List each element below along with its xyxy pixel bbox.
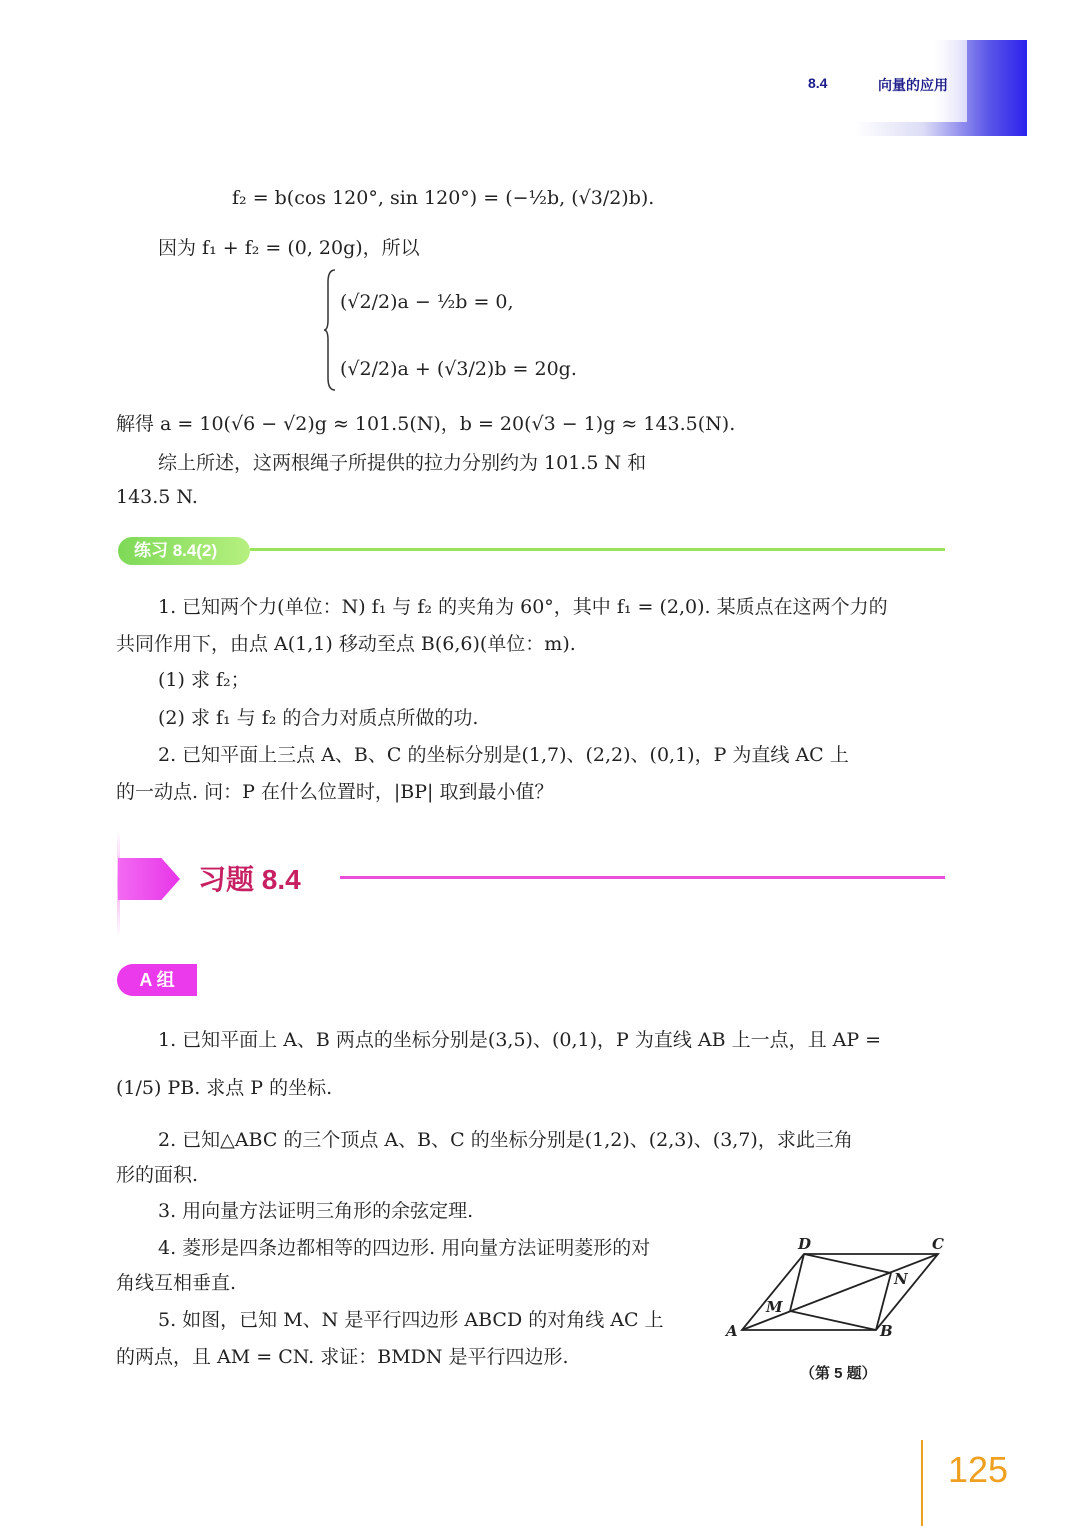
label-m: M <box>766 1298 783 1316</box>
equation-2: (√2/2)a + (√3/2)b = 20g. <box>340 358 577 380</box>
problems-arrow-icon <box>118 858 180 900</box>
problem-5-line-1: 5. 如图，已知 M、N 是平行四边形 ABCD 的对角线 AC 上 <box>158 1309 664 1331</box>
problem-4-line-2: 角线互相垂直. <box>116 1272 237 1294</box>
problem-1-line-2: (1/5) PB. 求点 P 的坐标. <box>116 1077 333 1099</box>
exercise-rule <box>250 548 945 551</box>
exercise-q2-line-2: 的一动点. 问：P 在什么位置时，|BP| 取到最小值？ <box>116 781 554 803</box>
exercise-q2-line-1: 2. 已知平面上三点 A、B、C 的坐标分别是(1,7)、(2,2)、(0,1)，P 为直线 AC 上 <box>158 744 849 766</box>
segment-dn <box>804 1254 891 1273</box>
exercise-q1-sub-1: (1) 求 f₂； <box>158 669 250 691</box>
system-brace <box>324 268 336 392</box>
label-a: A <box>726 1322 738 1340</box>
figure-caption: （第 5 题） <box>800 1365 877 1382</box>
exercise-q1-sub-2: (2) 求 f₁ 与 f₂ 的合力对质点所做的功. <box>158 707 479 729</box>
problem-2-line-1: 2. 已知△ABC 的三个顶点 A、B、C 的坐标分别是(1,2)、(2,3)、(3,7)，求此三角 <box>158 1129 853 1151</box>
label-b: B <box>880 1322 893 1340</box>
exercise-label: 练习 8.4(2) <box>118 537 250 565</box>
problem-4-line-1: 4. 菱形是四条边都相等的四边形. 用向量方法证明菱形的对 <box>158 1237 651 1259</box>
parallelogram-figure <box>720 1230 960 1350</box>
problem-3: 3. 用向量方法证明三角形的余弦定理. <box>158 1200 474 1222</box>
exercise-q1-line-2: 共同作用下，由点 A(1,1) 移动至点 B(6,6)(单位：m). <box>116 633 576 655</box>
f2-expression: f₂ = b(cos 120°, sin 120°) = (−½b, (√3/2)b). <box>232 187 655 209</box>
header-section-title: 向量的应用 <box>878 77 948 93</box>
solve-line: 解得 a = 10(√6 − √2)g ≈ 101.5(N)，b = 20(√3 − 1)g ≈ 143.5(N). <box>116 413 736 435</box>
header-section-number: 8.4 <box>808 75 828 91</box>
page-number-rule <box>921 1440 923 1526</box>
problems-title: 习题 8.4 <box>198 864 301 895</box>
segment-mb <box>790 1311 876 1330</box>
conclusion-line-2: 143.5 N. <box>116 486 198 508</box>
problem-1-line-1: 1. 已知平面上 A、B 两点的坐标分别是(3,5)、(0,1)，P 为直线 AB 上一点，且 AP = <box>158 1029 882 1051</box>
exercise-q1-line-1: 1. 已知两个力(单位：N) f₁ 与 f₂ 的夹角为 60°，其中 f₁ = (2,0). 某质点在这两个力的 <box>158 596 888 618</box>
diagonal-ac <box>742 1254 938 1330</box>
equation-1: (√2/2)a − ½b = 0, <box>340 291 514 313</box>
group-a-label: A 组 <box>117 964 197 996</box>
label-d: D <box>798 1235 812 1253</box>
problem-2-line-2: 形的面积. <box>116 1164 199 1186</box>
conclusion-line-1: 综上所述，这两根绳子所提供的拉力分别约为 101.5 N 和 <box>158 452 647 474</box>
problems-rule <box>340 876 945 879</box>
page-number: 125 <box>948 1449 1009 1490</box>
label-c: C <box>932 1235 944 1253</box>
problem-5-line-2: 的两点，且 AM = CN. 求证：BMDN 是平行四边形. <box>116 1346 569 1368</box>
label-n: N <box>894 1270 908 1288</box>
because-line: 因为 f₁ + f₂ = (0, 20g)，所以 <box>158 237 420 259</box>
